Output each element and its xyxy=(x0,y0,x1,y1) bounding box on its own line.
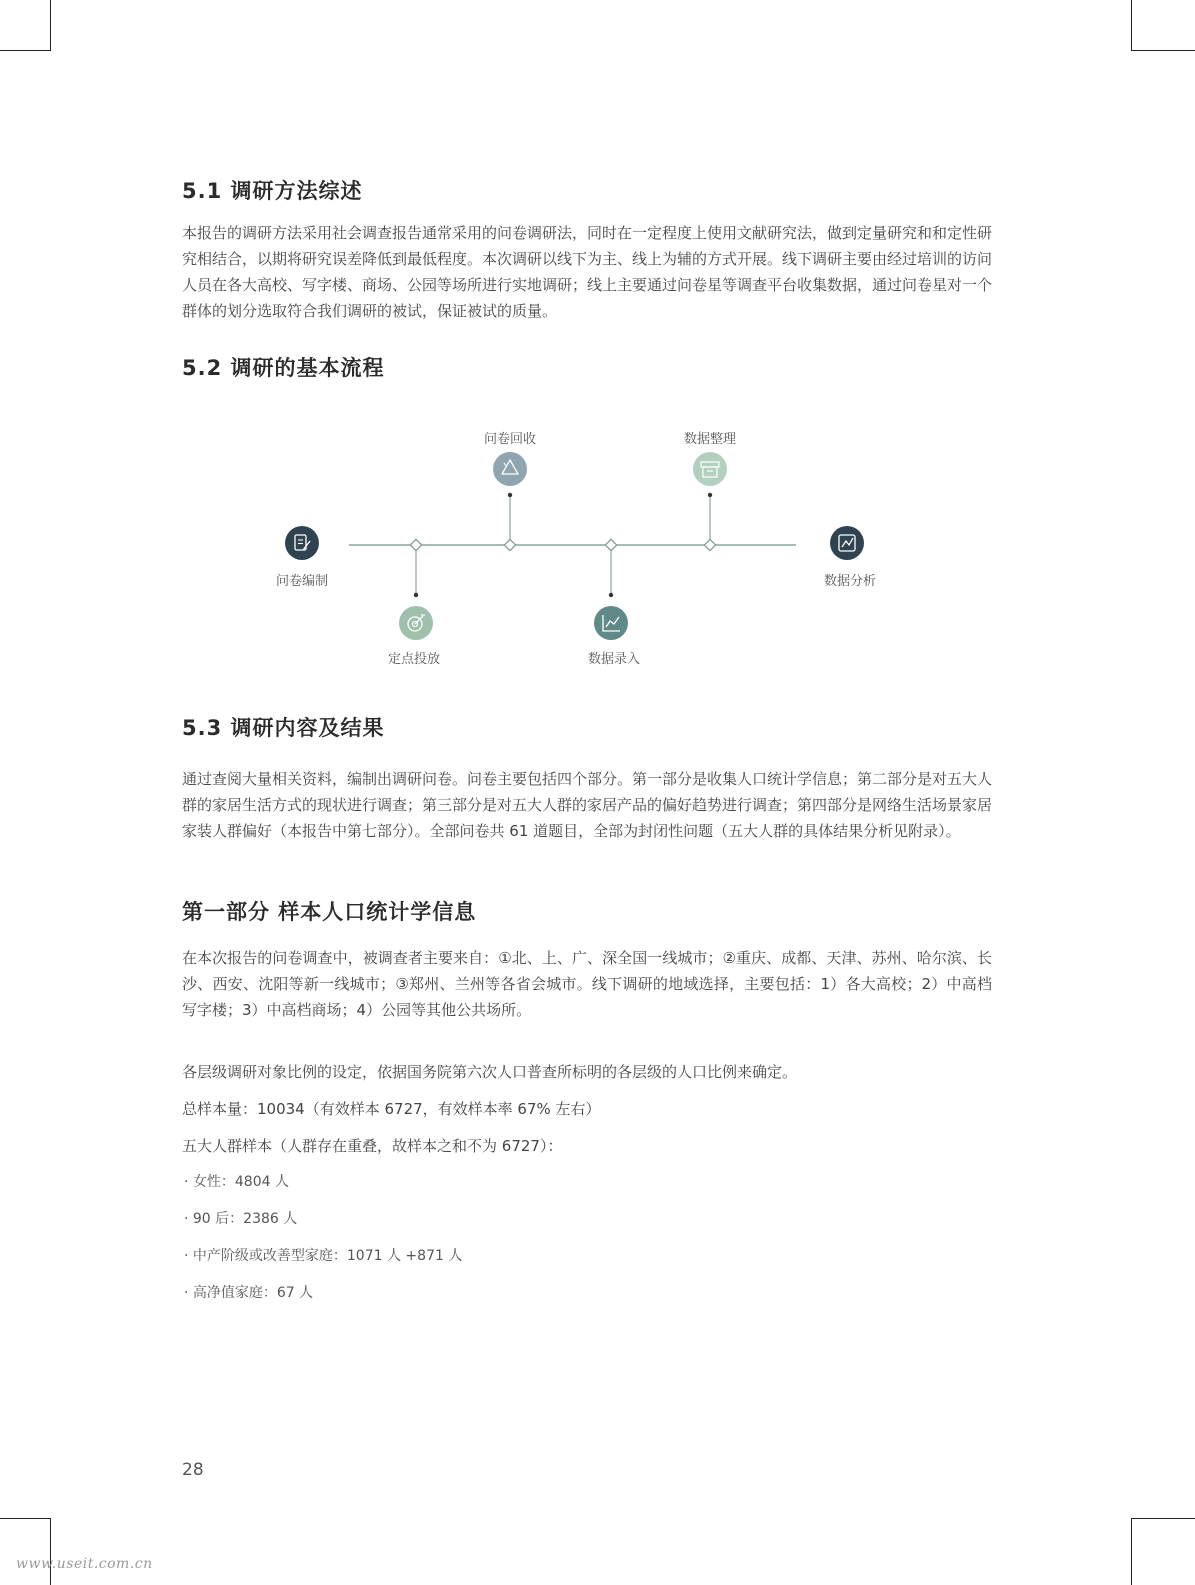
process-flow-diagram xyxy=(0,0,1195,700)
diamond-node-1 xyxy=(410,539,421,550)
section-5-1-body: 本报告的调研方法采用社会调查报告通常采用的问卷调研法，同时在一定程度上使用文献研究法，做到定量研究和和定性研究相结合，以期将研究误差降低到最低程度。本次调研以线下为主、线上为辅的方式开展。线下调研主要由经过培训的访问人员在各大高校、写字楼、商场、公园等场所进行实地调研；线上主要通过问卷星等调查平台收集数据，通过问卷星对一个群体的划分选取符合我们调研的被试，保证被试的质量。 xyxy=(182,224,993,320)
total-sample: 总样本量：10034（有效样本 6727，有效样本率 67% 左右） xyxy=(182,1100,601,1118)
part-1-body: 在本次报告的问卷调查中，被调查者主要来自：①北、上、广、深全国一线城市；②重庆、成都、天津、苏州、哈尔滨、长沙、西安、沈阳等新一线城市；③郑州、兰州等各省会城市。线下调研的地域选择，主要包括：1）各大高校；2）中高档写字楼；3）中高档商场；4）公园等其他公共场所。 xyxy=(182,949,992,1019)
edit-document-icon xyxy=(285,526,319,560)
watermark: www.useit.com.cn xyxy=(16,1556,153,1572)
step-label-toufang: 定点投放 xyxy=(387,652,441,667)
target-icon xyxy=(399,606,433,640)
list-item: · 高净值家庭：67 人 xyxy=(184,1285,314,1301)
crop-mark-bottom-left-v xyxy=(50,1518,51,1585)
crop-mark-bottom-right-v xyxy=(1131,1518,1132,1585)
section-5-1-title: 5.1 调研方法综述 xyxy=(182,179,363,203)
step-label-luru: 数据录入 xyxy=(587,652,641,667)
archive-box-icon xyxy=(693,452,727,486)
recycle-icon xyxy=(493,452,527,486)
part-1-title: 第一部分 样本人口统计学信息 xyxy=(182,900,477,924)
diamond-node-4 xyxy=(704,539,715,550)
step-label-huishou: 问卷回收 xyxy=(483,432,537,447)
analytics-icon xyxy=(830,526,864,560)
step-label-fenxi: 数据分析 xyxy=(823,574,877,589)
crop-mark-bottom-right-h xyxy=(1131,1518,1195,1519)
section-5-2-title: 5.2 调研的基本流程 xyxy=(182,356,385,380)
list-item: · 90 后：2386 人 xyxy=(184,1211,298,1227)
list-item: · 中产阶级或改善型家庭：1071 人 +871 人 xyxy=(184,1248,463,1264)
groups-intro: 五大人群样本（人群存在重叠，故样本之和不为 6727）： xyxy=(182,1137,563,1155)
ratio-note: 各层级调研对象比例的设定，依据国务院第六次人口普查所标明的各层级的人口比例来确定。 xyxy=(182,1063,798,1081)
page-number: 28 xyxy=(182,1460,204,1480)
step-label-zhengli: 数据整理 xyxy=(683,432,737,447)
diamond-node-3 xyxy=(605,539,616,550)
line-chart-icon xyxy=(594,606,628,640)
step-label-bianzhi: 问卷编制 xyxy=(275,574,329,589)
diamond-node-2 xyxy=(504,539,515,550)
section-5-3-title: 5.3 调研内容及结果 xyxy=(182,716,385,740)
section-5-3-body: 通过查阅大量相关资料，编制出调研问卷。问卷主要包括四个部分。第一部分是收集人口统计学信息；第二部分是对五大人群的家居生活方式的现状进行调查；第三部分是对五大人群的家居产品的偏好趋势进行调查；第四部分是网络生活场景家居家装人群偏好（本报告中第七部分）。全部问卷共 61 道题目，全部为封闭性问题（五大人群的具体结果分析见附录）。 xyxy=(182,770,993,840)
crop-mark-bottom-left-h xyxy=(0,1518,51,1519)
list-item: · 女性：4804 人 xyxy=(184,1174,289,1190)
